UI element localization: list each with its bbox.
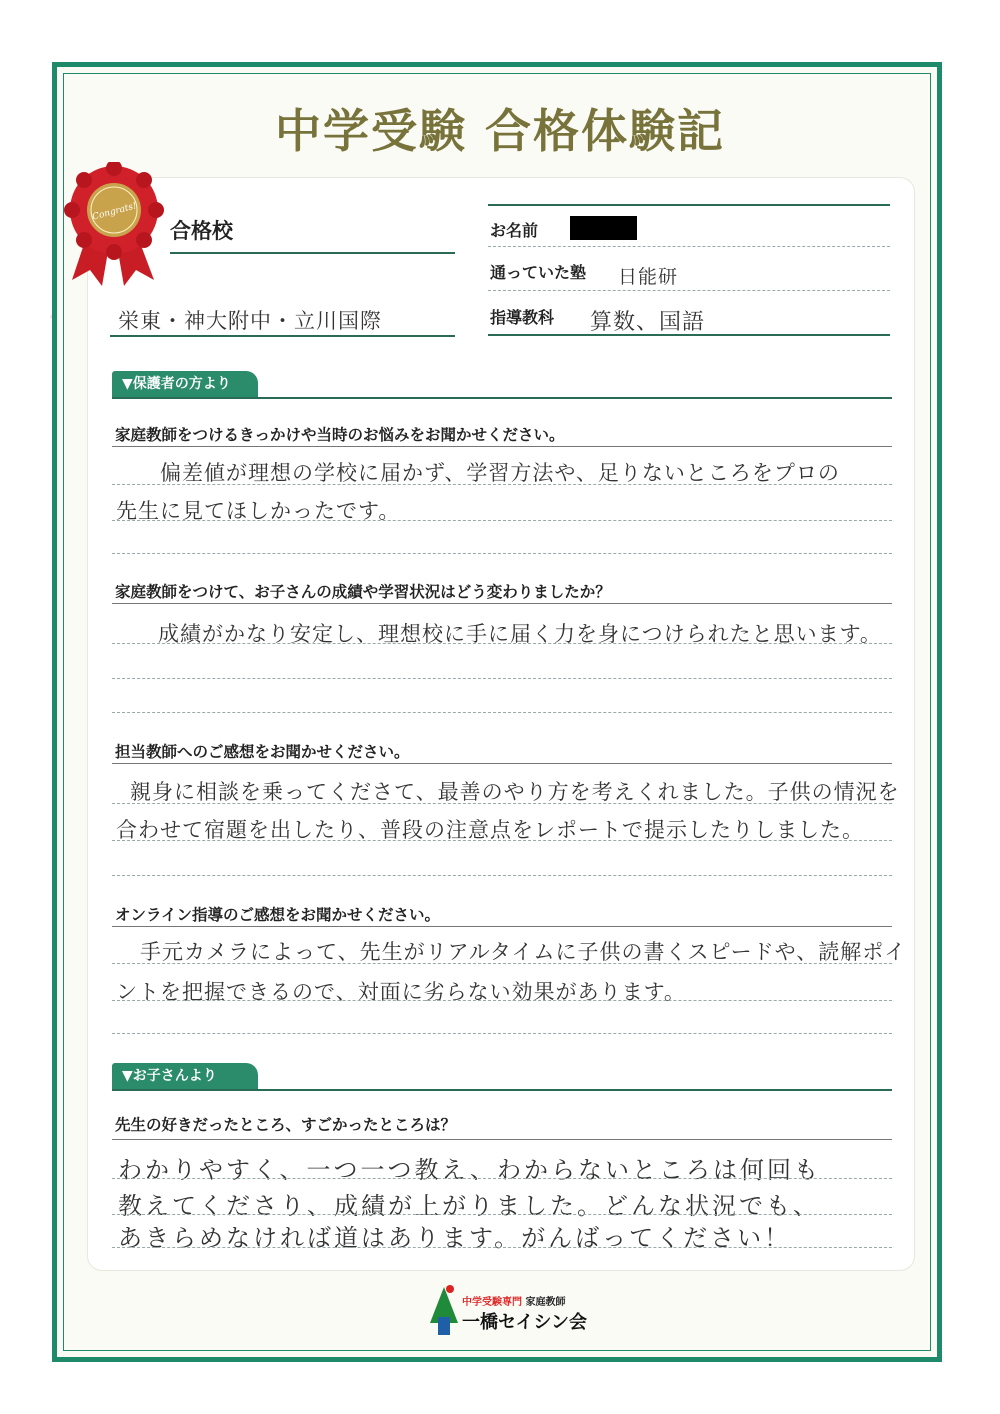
school-value: 栄東・神大附中・立川国際 [118,309,382,333]
juku-rule [488,290,890,291]
question-1: 家庭教師をつけるきっかけや当時のお悩みをお聞かせください。 [115,426,565,444]
answer-4-line-1: 手元カメラによって、先生がリアルタイムに子供の書くスピードや、読解ポイ [140,940,907,964]
question-2-rule [112,603,892,604]
answer-4-rule-2 [112,1000,892,1001]
logo-name: 一橋セイシン会 [462,1312,588,1333]
juku-value: 日能研 [618,266,679,288]
question-3: 担当教師へのご感想をお聞かせください。 [115,743,410,761]
answer-1-rule-3 [112,553,892,554]
child-answer-line-1: わかりやすく、一つ一つ教え、わからないところは何回も [118,1156,821,1184]
child-question-1-rule [112,1139,892,1140]
congrats-rosette-icon [58,162,170,287]
parent-section-rule [112,397,892,399]
child-answer-rule-3 [112,1247,892,1248]
question-2: 家庭教師をつけて、お子さんの成績や学習状況はどう変わりましたか？ [115,583,611,601]
name-label: お名前 [490,221,539,240]
answer-4-rule-1 [112,963,892,964]
school-value-rule [110,335,455,337]
answer-2-rule-2 [112,678,892,679]
logo-tag-black: 家庭教師 [525,1297,566,1308]
question-1-rule [112,446,892,447]
school-label: 合格校 [170,219,233,243]
subject-label: 指導教科 [490,308,555,327]
name-redaction [570,216,637,240]
page-title: 中学受験 合格体験記 [274,104,725,158]
question-3-rule [112,763,892,764]
rosette-label: Congrats! [91,201,138,223]
subject-rule [488,334,890,336]
child-section-tab: ▼お子さんより [112,1063,258,1089]
answer-3-rule-2 [112,840,892,841]
answer-3-line-1: 親身に相談を乗ってくださて、最善のやり方を考えくれました。子供の情況を [130,780,900,804]
name-top-rule [488,204,890,206]
answer-1-rule-1 [112,484,892,485]
answer-4-line-2: ントを把握できるので、対面に劣らない効果があります。 [116,980,686,1004]
answer-1-line-2: 先生に見てほしかったです。 [116,499,401,523]
question-4: オンライン指導のご感想をお聞かせください。 [115,906,441,924]
parent-section-tab: ▼保護者の方より [112,371,258,397]
child-answer-line-3: あきらめなければ道はあります。がんばってください！ [118,1224,792,1252]
child-section-rule [112,1089,892,1091]
child-answer-rule-1 [112,1178,892,1179]
answer-4-rule-3 [112,1033,892,1034]
answer-2-rule-1 [112,643,892,644]
answer-2-rule-3 [112,712,892,713]
juku-label: 通っていた塾 [490,263,587,282]
answer-3-rule-3 [112,875,892,876]
answer-3-line-2: 合わせて宿題を出したり、普段の注意点をレポートで提示したりしました。 [116,818,864,842]
answer-1-line-1: 偏差値が理想の学校に届かず、学習方法や、足りないところをプロの [160,461,840,485]
content-card [88,178,914,1270]
logo-tagline [462,1293,565,1308]
child-answer-rule-2 [112,1214,892,1215]
school-label-rule [170,252,455,254]
question-4-rule [112,926,892,927]
child-answer-line-2: 教えてくださり、成績が上がりました。どんな状況でも、 [118,1192,820,1220]
logo-tag-red: 中学受験専門 [462,1297,522,1308]
answer-2-line-1: 成績がかなり安定し、理想校に手に届く力を身につけられたと思います。 [158,622,882,646]
answer-3-rule-1 [112,803,892,804]
child-question-1: 先生の好きだったところ、すごかったところは？ [115,1116,457,1134]
subject-value: 算数、国語 [590,310,706,335]
answer-1-rule-2 [112,520,892,521]
name-rule [488,246,890,247]
